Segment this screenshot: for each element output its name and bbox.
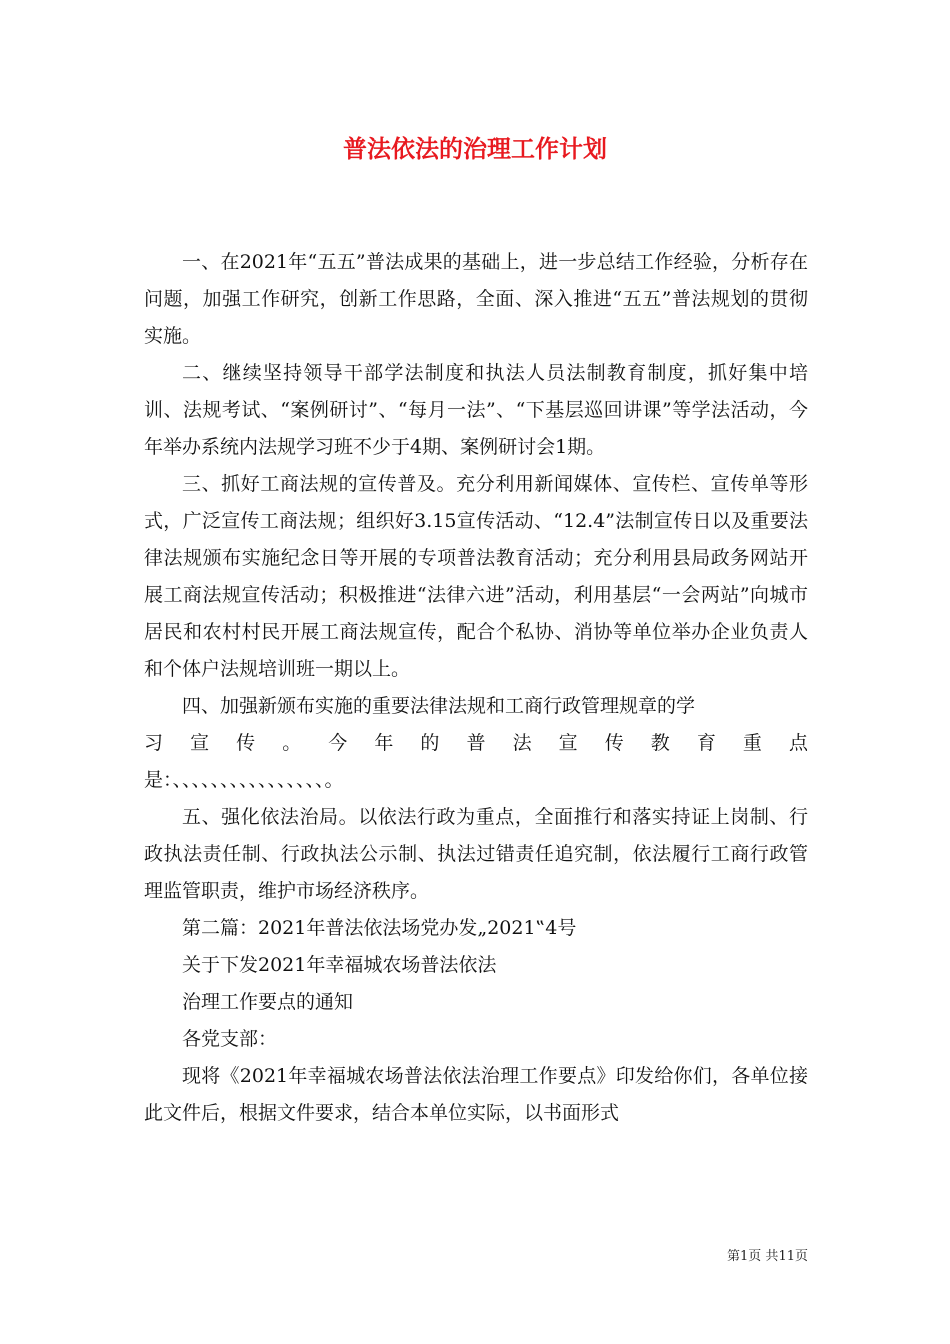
document-title: 普法依法的治理工作计划	[343, 134, 607, 163]
paragraph-4-line-1: 四、加强新颁布实施的重要法律法规和工商行政管理规章的学	[182, 695, 696, 717]
document-body	[144, 244, 808, 1132]
page-footer	[0, 1248, 808, 1266]
salutation: 各党支部：	[182, 1028, 278, 1050]
second-part-heading: 第二篇：2021年普法依法场党办发„2021‟4号	[182, 917, 577, 939]
notice-title-line-1: 关于下发2021年幸福城农场普法依法	[182, 954, 497, 976]
total-pages-number: 11	[778, 1249, 795, 1264]
paragraph-1: 一、在2021年“五五”普法成果的基础上，进一步总结工作经验，分析存在问题，加强工作研究，创新工作思路，全面、深入推进“五五”普法规划的贯彻实施。	[144, 251, 808, 347]
paragraph-5: 五、强化依法治局。以依法行政为重点，全面推行和落实持证上岗制、行政执法责任制、行政执法公示制、执法过错责任追究制，依法履行工商行政管理监管职责，维护市场经济秩序。	[144, 806, 808, 902]
paragraph-4-line-2: 习宣传。今年的普法宣传教育重点	[144, 732, 808, 754]
page-label-middle: 页 共	[748, 1249, 779, 1264]
paragraph-4-line-3: 是：、、、、、、、、、、、、、、、、。	[144, 769, 344, 791]
paragraph-3: 三、抓好工商法规的宣传普及。充分利用新闻媒体、宣传栏、宣传单等形式，广泛宣传工商法规；组织好3.15宣传活动、“12.4”法制宣传日以及重要法律法规颁布实施纪念日等开展的专项普法教育活动；充分利用县局政务网站开展工商法规宣传活动；积极推进“法律六进”活动，利用基层“一会两站”向城市居民和农村村民开展工商法规宣传，配合个私协、消协等单位举办企业负责人和个体户法规培训班一期以上。	[144, 473, 808, 680]
current-page-number: 1	[740, 1249, 749, 1264]
page-label-prefix: 第	[727, 1249, 741, 1264]
paragraph-4	[144, 688, 808, 799]
notice-body: 现将《2021年幸福城农场普法依法治理工作要点》印发给你们，各单位接此文件后，根据文件要求，结合本单位实际，以书面形式	[144, 1065, 808, 1124]
notice-title-line-2: 治理工作要点的通知	[182, 991, 354, 1013]
paragraph-2: 二、继续坚持领导干部学法制度和执法人员法制教育制度，抓好集中培训、法规考试、“案例研讨”、“每月一法”、“下基层巡回讲课”等学法活动，今年举办系统内法规学习班不少于4期、案例研讨会1期。	[144, 362, 808, 458]
page-label-suffix: 页	[794, 1249, 808, 1264]
